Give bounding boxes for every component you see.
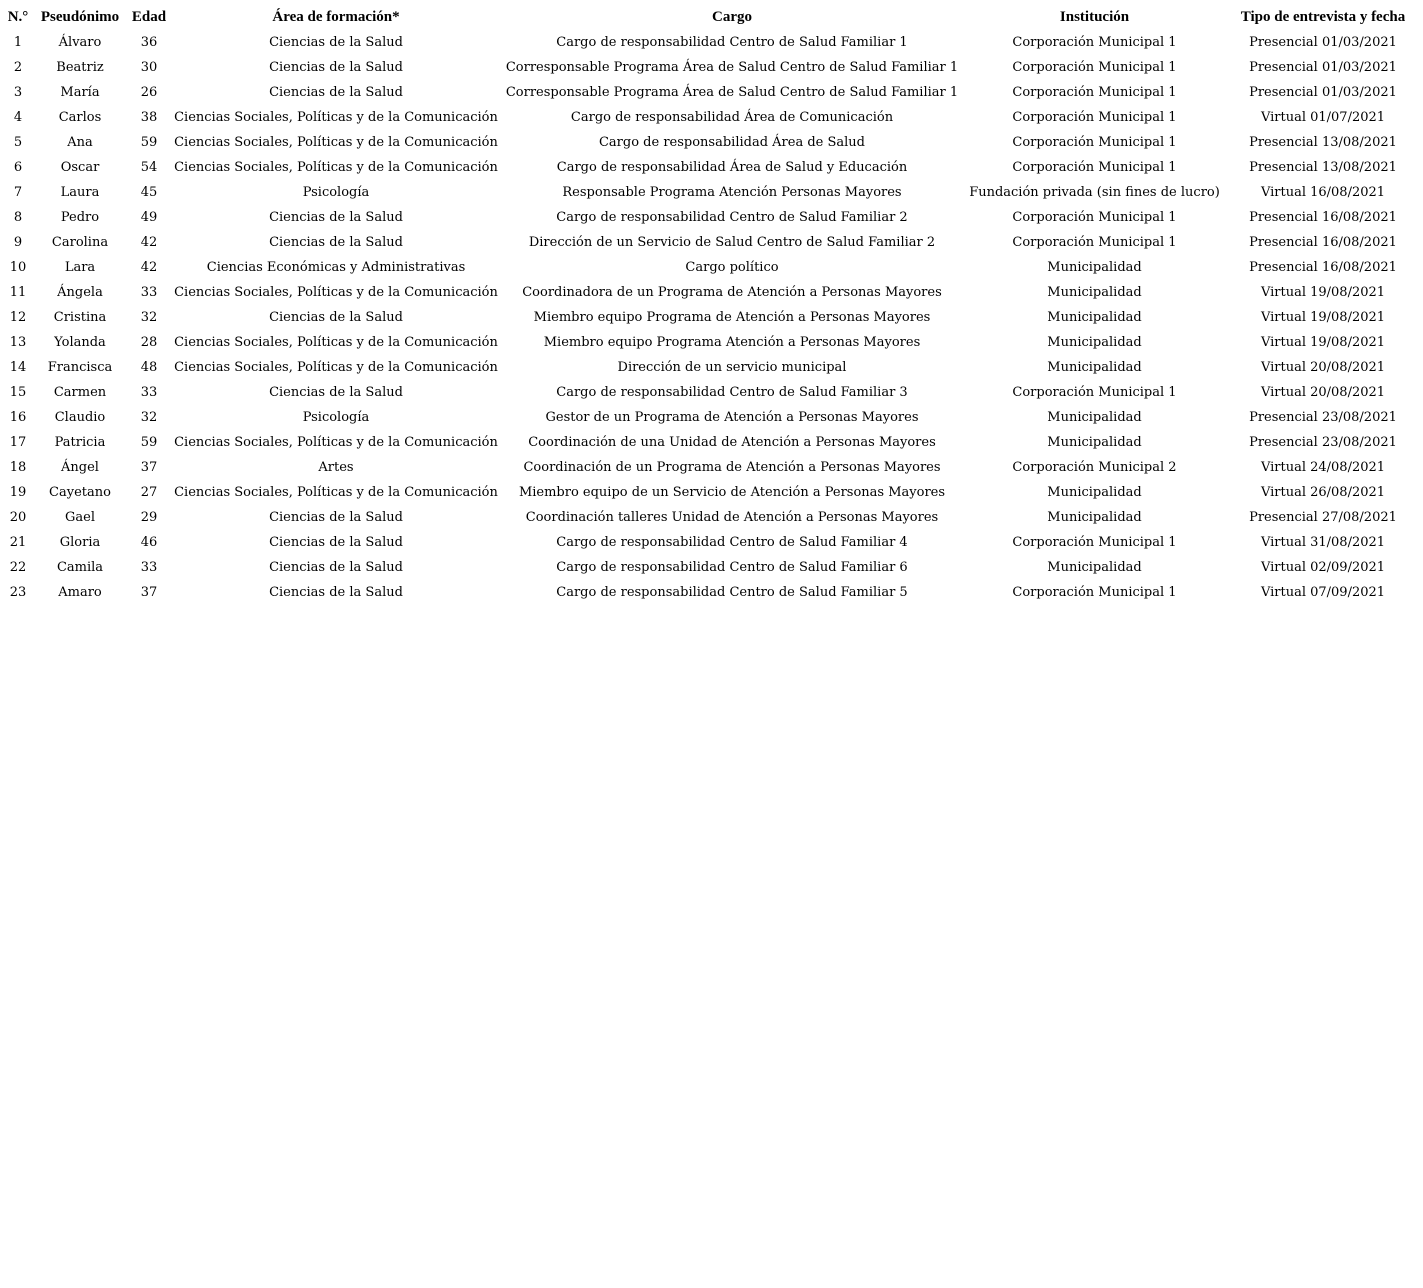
cell-pseudonym: Francisca — [47, 360, 113, 375]
cell-age: 30 — [140, 60, 158, 75]
cell-training-area: Ciencias de la Salud — [269, 85, 403, 100]
cell-institution: Corporación Municipal 1 — [1012, 35, 1177, 50]
cell-position: Cargo de responsabilidad Centro de Salud Familiar 6 — [556, 560, 908, 575]
cell-number: 14 — [9, 360, 27, 375]
table-row — [4, 105, 1419, 130]
header-cell: Área de formación* — [272, 9, 400, 25]
cell-interview-type-date: Presencial 27/08/2021 — [1249, 510, 1397, 525]
cell-position: Cargo de responsabilidad Centro de Salud Familiar 3 — [556, 385, 908, 400]
cell-training-area: Ciencias de la Salud — [269, 560, 403, 575]
cell-institution: Corporación Municipal 1 — [1012, 585, 1177, 600]
cell-interview-type-date: Presencial 23/08/2021 — [1249, 435, 1397, 450]
cell-position: Responsable Programa Atención Personas Mayores — [562, 185, 902, 200]
cell-institution: Municipalidad — [1047, 335, 1142, 350]
cell-institution: Corporación Municipal 1 — [1012, 110, 1177, 125]
cell-pseudonym: Oscar — [60, 160, 100, 175]
cell-age: 27 — [140, 485, 158, 500]
cell-training-area: Ciencias Sociales, Políticas y de la Comunicación — [174, 435, 498, 450]
table-row — [4, 80, 1419, 105]
cell-institution: Municipalidad — [1047, 310, 1142, 325]
cell-institution: Corporación Municipal 1 — [1012, 85, 1177, 100]
cell-pseudonym: Lara — [64, 260, 96, 275]
cell-interview-type-date: Presencial 01/03/2021 — [1249, 35, 1397, 50]
cell-pseudonym: Pedro — [60, 210, 100, 225]
cell-interview-type-date: Virtual 20/08/2021 — [1260, 385, 1386, 400]
cell-interview-type-date: Presencial 13/08/2021 — [1249, 135, 1397, 150]
cell-position: Gestor de un Programa de Atención a Personas Mayores — [545, 410, 919, 425]
cell-number: 2 — [13, 60, 23, 75]
cell-pseudonym: Claudio — [54, 410, 106, 425]
cell-interview-type-date: Virtual 01/07/2021 — [1260, 110, 1386, 125]
cell-position: Coordinadora de un Programa de Atención a Personas Mayores — [522, 285, 942, 300]
cell-training-area: Ciencias Sociales, Políticas y de la Comunicación — [174, 335, 498, 350]
cell-position: Dirección de un servicio municipal — [617, 360, 847, 375]
cell-position: Cargo de responsabilidad Área de Salud — [598, 135, 866, 150]
cell-number: 7 — [13, 185, 23, 200]
cell-pseudonym: Carlos — [58, 110, 102, 125]
cell-pseudonym: Camila — [56, 560, 104, 575]
cell-number: 13 — [9, 335, 27, 350]
table-row — [4, 555, 1419, 580]
cell-training-area: Psicología — [302, 410, 370, 425]
cell-age: 28 — [140, 335, 158, 350]
cell-pseudonym: Patricia — [54, 435, 106, 450]
table-row — [4, 405, 1419, 430]
cell-position: Miembro equipo Programa Atención a Personas Mayores — [543, 335, 921, 350]
cell-position: Coordinación talleres Unidad de Atención a Personas Mayores — [525, 510, 939, 525]
cell-institution: Municipalidad — [1047, 260, 1142, 275]
cell-number: 17 — [9, 435, 27, 450]
cell-pseudonym: María — [60, 85, 100, 100]
cell-training-area: Ciencias de la Salud — [269, 35, 403, 50]
cell-institution: Municipalidad — [1047, 360, 1142, 375]
table-row — [4, 280, 1419, 305]
cell-institution: Corporación Municipal 1 — [1012, 385, 1177, 400]
cell-interview-type-date: Presencial 16/08/2021 — [1249, 260, 1397, 275]
cell-pseudonym: Carolina — [51, 235, 109, 250]
cell-pseudonym: Laura — [60, 185, 100, 200]
cell-number: 8 — [13, 210, 23, 225]
cell-institution: Municipalidad — [1047, 510, 1142, 525]
header-cell: Institución — [1059, 9, 1130, 25]
table-row — [4, 155, 1419, 180]
cell-pseudonym: Amaro — [58, 585, 102, 600]
cell-training-area: Ciencias de la Salud — [269, 60, 403, 75]
cell-training-area: Ciencias de la Salud — [269, 535, 403, 550]
cell-age: 42 — [140, 260, 158, 275]
cell-training-area: Ciencias Económicas y Administrativas — [206, 260, 466, 275]
cell-pseudonym: Beatriz — [56, 60, 104, 75]
cell-number: 15 — [9, 385, 27, 400]
header-row — [4, 5, 1419, 30]
cell-number: 12 — [9, 310, 27, 325]
cell-institution: Corporación Municipal 1 — [1012, 210, 1177, 225]
cell-age: 32 — [140, 310, 158, 325]
cell-number: 22 — [9, 560, 27, 575]
cell-number: 1 — [13, 35, 23, 50]
table-row — [4, 480, 1419, 505]
cell-interview-type-date: Presencial 01/03/2021 — [1249, 85, 1397, 100]
cell-training-area: Ciencias Sociales, Políticas y de la Comunicación — [174, 110, 498, 125]
cell-pseudonym: Ana — [67, 135, 93, 150]
cell-number: 4 — [13, 110, 23, 125]
cell-number: 19 — [9, 485, 27, 500]
cell-age: 37 — [140, 460, 158, 475]
cell-age: 33 — [140, 560, 158, 575]
cell-age: 54 — [140, 160, 158, 175]
cell-interview-type-date: Virtual 24/08/2021 — [1260, 460, 1386, 475]
cell-number: 6 — [13, 160, 23, 175]
cell-position: Cargo de responsabilidad Centro de Salud Familiar 2 — [556, 210, 908, 225]
cell-training-area: Ciencias Sociales, Políticas y de la Comunicación — [174, 160, 498, 175]
cell-institution: Municipalidad — [1047, 560, 1142, 575]
cell-pseudonym: Gloria — [59, 535, 101, 550]
cell-pseudonym: Cayetano — [49, 485, 111, 500]
cell-age: 33 — [140, 285, 158, 300]
cell-training-area: Ciencias de la Salud — [269, 310, 403, 325]
cell-age: 26 — [140, 85, 158, 100]
cell-pseudonym: Ángela — [57, 285, 103, 300]
table-row — [4, 355, 1419, 380]
table-row — [4, 205, 1419, 230]
cell-institution: Corporación Municipal 1 — [1012, 60, 1177, 75]
cell-age: 59 — [140, 135, 158, 150]
cell-institution: Municipalidad — [1047, 485, 1142, 500]
table-row — [4, 430, 1419, 455]
cell-interview-type-date: Presencial 16/08/2021 — [1249, 235, 1397, 250]
cell-institution: Corporación Municipal 1 — [1012, 235, 1177, 250]
cell-number: 23 — [9, 585, 27, 600]
table-row — [4, 455, 1419, 480]
cell-training-area: Psicología — [302, 185, 370, 200]
table-row — [4, 305, 1419, 330]
cell-age: 38 — [140, 110, 158, 125]
table-header — [4, 5, 1419, 30]
table-row — [4, 55, 1419, 80]
cell-interview-type-date: Virtual 26/08/2021 — [1260, 485, 1386, 500]
cell-age: 45 — [140, 185, 158, 200]
cell-training-area: Artes — [318, 460, 354, 475]
cell-age: 32 — [140, 410, 158, 425]
cell-interview-type-date: Presencial 23/08/2021 — [1249, 410, 1397, 425]
table-row — [4, 330, 1419, 355]
cell-training-area: Ciencias Sociales, Políticas y de la Comunicación — [174, 360, 498, 375]
cell-training-area: Ciencias de la Salud — [269, 385, 403, 400]
cell-pseudonym: Álvaro — [58, 35, 102, 50]
table-row — [4, 130, 1419, 155]
header-cell: Tipo de entrevista y fecha — [1240, 9, 1406, 25]
cell-interview-type-date: Virtual 02/09/2021 — [1260, 560, 1386, 575]
table-row — [4, 530, 1419, 555]
cell-pseudonym: Gael — [65, 510, 95, 525]
table-row — [4, 255, 1419, 280]
cell-position: Corresponsable Programa Área de Salud Centro de Salud Familiar 1 — [505, 85, 959, 100]
cell-age: 33 — [140, 385, 158, 400]
cell-position: Coordinación de un Programa de Atención a Personas Mayores — [523, 460, 941, 475]
cell-pseudonym: Cristina — [53, 310, 107, 325]
cell-interview-type-date: Virtual 16/08/2021 — [1260, 185, 1386, 200]
cell-position: Miembro equipo Programa de Atención a Personas Mayores — [533, 310, 931, 325]
cell-position: Miembro equipo de un Servicio de Atención a Personas Mayores — [518, 485, 946, 500]
cell-institution: Fundación privada (sin fines de lucro) — [969, 185, 1220, 200]
cell-age: 46 — [140, 535, 158, 550]
interviews-table — [4, 5, 1419, 605]
cell-institution: Municipalidad — [1047, 435, 1142, 450]
cell-institution: Municipalidad — [1047, 410, 1142, 425]
table-row — [4, 505, 1419, 530]
cell-position: Cargo de responsabilidad Centro de Salud Familiar 4 — [556, 535, 908, 550]
cell-interview-type-date: Virtual 20/08/2021 — [1260, 360, 1386, 375]
cell-number: 10 — [9, 260, 27, 275]
cell-number: 16 — [9, 410, 27, 425]
cell-number: 18 — [9, 460, 27, 475]
cell-interview-type-date: Virtual 31/08/2021 — [1260, 535, 1386, 550]
cell-position: Cargo de responsabilidad Centro de Salud Familiar 1 — [556, 35, 908, 50]
table-row — [4, 180, 1419, 205]
cell-position: Cargo de responsabilidad Centro de Salud Familiar 5 — [556, 585, 908, 600]
cell-position: Coordinación de una Unidad de Atención a Personas Mayores — [528, 435, 936, 450]
cell-age: 29 — [140, 510, 158, 525]
cell-institution: Municipalidad — [1047, 285, 1142, 300]
cell-number: 9 — [13, 235, 23, 250]
cell-pseudonym: Ángel — [61, 460, 99, 475]
table-body — [4, 30, 1419, 605]
cell-number: 20 — [9, 510, 27, 525]
cell-interview-type-date: Presencial 13/08/2021 — [1249, 160, 1397, 175]
cell-age: 49 — [140, 210, 158, 225]
header-cell: Pseudónimo — [40, 9, 120, 25]
cell-pseudonym: Carmen — [53, 385, 107, 400]
cell-interview-type-date: Virtual 19/08/2021 — [1260, 335, 1386, 350]
cell-age: 59 — [140, 435, 158, 450]
cell-institution: Corporación Municipal 1 — [1012, 135, 1177, 150]
cell-position: Corresponsable Programa Área de Salud Centro de Salud Familiar 1 — [505, 60, 959, 75]
cell-interview-type-date: Presencial 16/08/2021 — [1249, 210, 1397, 225]
table-row — [4, 380, 1419, 405]
cell-interview-type-date: Virtual 19/08/2021 — [1260, 310, 1386, 325]
cell-age: 37 — [140, 585, 158, 600]
cell-position: Dirección de un Servicio de Salud Centro de Salud Familiar 2 — [528, 235, 936, 250]
table-row — [4, 30, 1419, 55]
cell-position: Cargo político — [685, 260, 779, 275]
cell-number: 3 — [13, 85, 23, 100]
cell-position: Cargo de responsabilidad Área de Salud y Educación — [556, 160, 908, 175]
cell-training-area: Ciencias de la Salud — [269, 210, 403, 225]
cell-interview-type-date: Presencial 01/03/2021 — [1249, 60, 1397, 75]
cell-age: 42 — [140, 235, 158, 250]
cell-age: 36 — [140, 35, 158, 50]
cell-training-area: Ciencias Sociales, Políticas y de la Comunicación — [174, 285, 498, 300]
header-cell: Edad — [131, 9, 167, 25]
header-cell: N.° — [7, 9, 29, 25]
cell-institution: Corporación Municipal 1 — [1012, 160, 1177, 175]
table-row — [4, 230, 1419, 255]
cell-pseudonym: Yolanda — [54, 335, 106, 350]
cell-number: 11 — [9, 285, 27, 300]
cell-interview-type-date: Virtual 19/08/2021 — [1260, 285, 1386, 300]
cell-position: Cargo de responsabilidad Área de Comunicación — [570, 110, 894, 125]
table-row — [4, 580, 1419, 605]
cell-age: 48 — [140, 360, 158, 375]
cell-training-area: Ciencias de la Salud — [269, 510, 403, 525]
cell-interview-type-date: Virtual 07/09/2021 — [1260, 585, 1386, 600]
cell-training-area: Ciencias de la Salud — [269, 585, 403, 600]
cell-training-area: Ciencias Sociales, Políticas y de la Comunicación — [174, 485, 498, 500]
cell-number: 5 — [13, 135, 23, 150]
cell-number: 21 — [9, 535, 27, 550]
header-cell: Cargo — [712, 9, 752, 25]
cell-institution: Corporación Municipal 2 — [1012, 460, 1177, 475]
cell-training-area: Ciencias de la Salud — [269, 235, 403, 250]
cell-institution: Corporación Municipal 1 — [1012, 535, 1177, 550]
cell-training-area: Ciencias Sociales, Políticas y de la Comunicación — [174, 135, 498, 150]
